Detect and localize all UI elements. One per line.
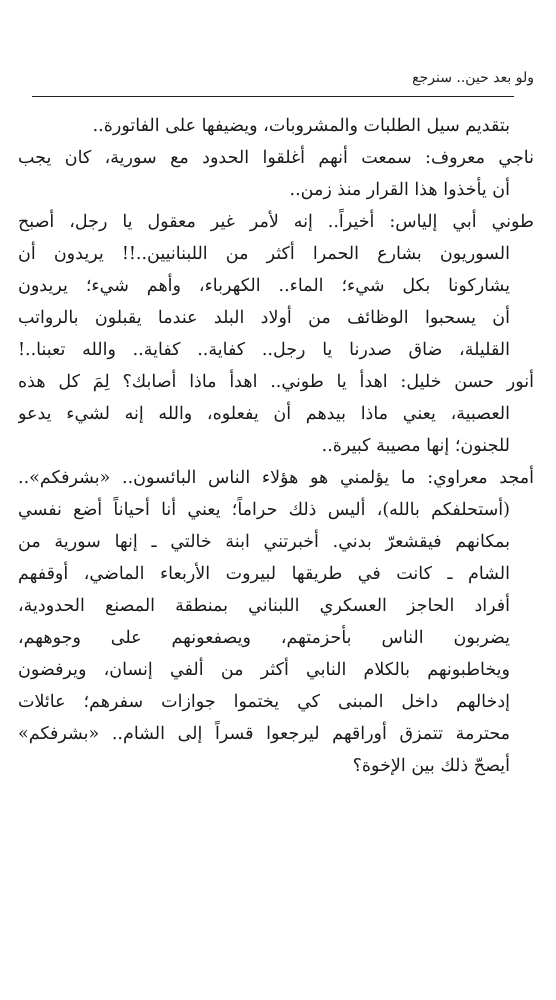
text-line: للجنون؛ إنها مصيبة كبيرة.. [321,436,510,456]
text-line: بمكانهم فيقشعرّ بدني. أخبرتني ابنة خالتي ـ إنها سورية من [18,532,510,552]
text-line: إدخالهم داخل المبنى كي يختموا جوازات سفرهم؛ عائلات [18,692,510,712]
text-line: محترمة تتمزق أوراقهم ليرجعوا قسراً إلى الشام.. «بشرفكم» [18,724,510,744]
text-line: السوريون بشارع الحمرا أكثر من اللبنانيين..!! يريدون أن [18,244,510,264]
text-line: ويخاطبونهم بالكلام النابي أكثر من ألفي إنسان، ويرفضون [18,660,510,680]
text-line: بتقديم سيل الطلبات والمشروبات، ويضيفها على الفاتورة.. [92,116,510,136]
text-line: طوني أبي إلياس: أخيراً.. إنه لأمر غير معقول يا رجل، أصبح [18,212,534,232]
text-line: أنور حسن خليل: اهدأ يا طوني.. اهدأ ماذا أصابك؟ لِمَ كل هذه [18,372,534,392]
text-line: أفراد الحاجز العسكري اللبناني بمنطقة المصنع الحدودية، [18,596,510,616]
body-text [18,110,534,782]
running-header: ولو بعد حين.. سنرجع [412,70,534,86]
text-line: أن يأخذوا هذا القرار منذ زمن.. [289,180,510,200]
text-line: العصبية، يعني ماذا بيدهم أن يفعلوه، والله إنه لشيء يدعو [18,404,510,424]
text-line: يشاركونا بكل شيء؛ الماء.. الكهرباء، وأهم شيء؛ يريدون [18,276,510,296]
text-line: الشام ـ كانت في طريقها لبيروت الأربعاء الماضي، أوقفهم [18,564,510,584]
text-line: أن يسحبوا الوظائف من أولاد البلد عندما يقبلون بالرواتب [18,308,510,328]
text-line: يضربون الناس بأحزمتهم، ويصفعونهم على وجوههم، [18,628,510,648]
text-line: القليلة، ضاق صدرنا يا رجل.. كفاية.. كفاية.. والله تعبنا..! [18,340,510,360]
text-line: ناجي معروف: سمعت أنهم أغلقوا الحدود مع سورية، كان يجب [18,148,534,168]
text-line: أيصحّ ذلك بين الإخوة؟ [352,756,510,776]
text-line: أمجد معراوي: ما يؤلمني هو هؤلاء الناس البائسون.. «بشرفكم».. [18,468,534,488]
header-rule [32,96,514,97]
text-line: (أستحلفكم بالله)، أليس ذلك حراماً؛ يعني أنا أحياناً أضع نفسي [18,500,510,520]
